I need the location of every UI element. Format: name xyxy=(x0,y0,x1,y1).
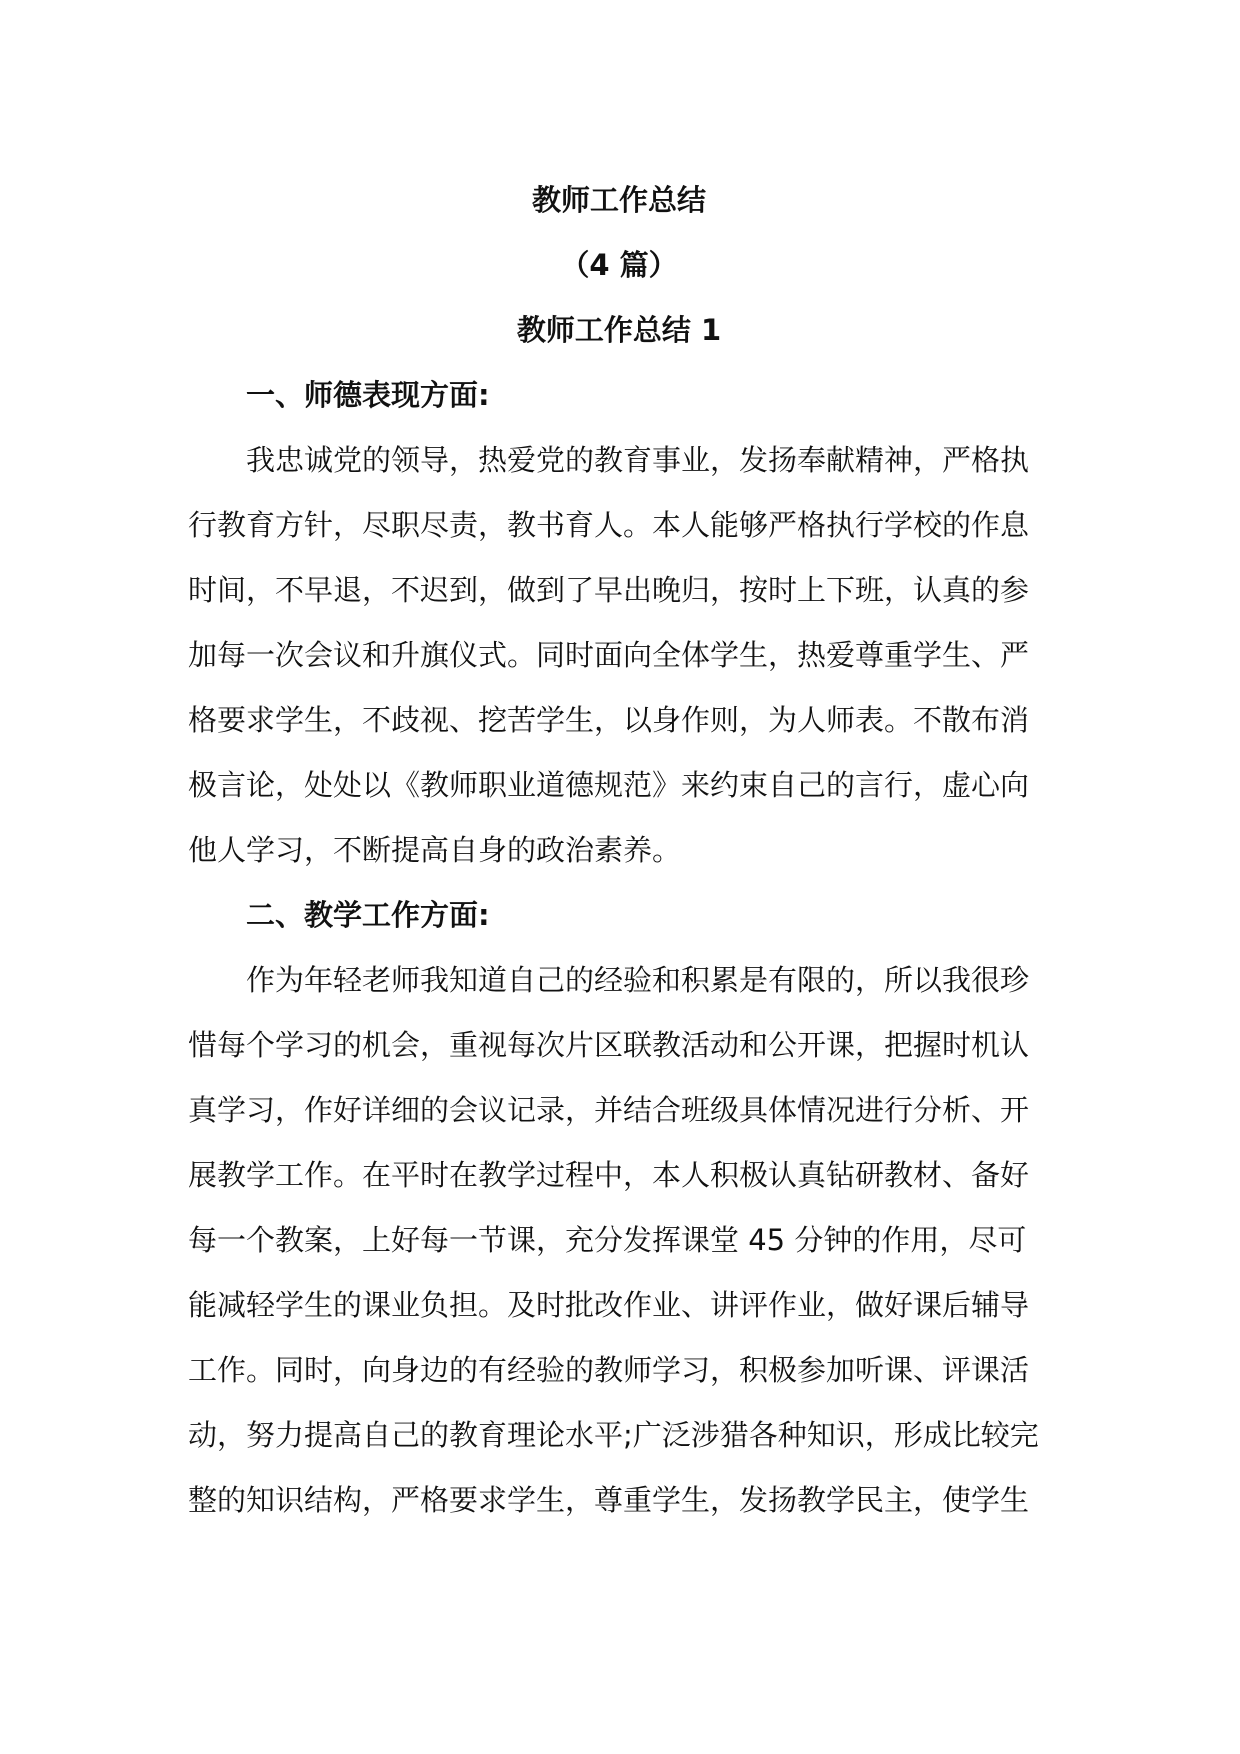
paragraph-line: 能减轻学生的课业负担。及时批改作业、讲评作业，做好课后辅导 xyxy=(188,1288,1030,1322)
paragraph-line: 格要求学生，不歧视、挖苦学生，以身作则，为人师表。不散布消 xyxy=(188,703,1030,737)
paragraph-line: 时间，不早退，不迟到，做到了早出晚归，按时上下班，认真的参 xyxy=(188,573,1030,607)
paragraph-line: 惜每个学习的机会，重视每次片区联教活动和公开课，把握时机认 xyxy=(188,1028,1030,1062)
document-page xyxy=(188,168,1050,1533)
paragraph-line: 行教育方针，尽职尽责，教书育人。本人能够严格执行学校的作息 xyxy=(188,508,1030,542)
paragraph xyxy=(188,948,1050,1533)
paragraph-line: 每一个教案，上好每一节课，充分发挥课堂 45 分钟的作用，尽可 xyxy=(188,1223,1027,1257)
document-title: 教师工作总结 xyxy=(531,183,706,217)
paragraph-line: 他人学习，不断提高自身的政治素养。 xyxy=(188,833,682,867)
section-teaching xyxy=(188,883,1050,1533)
paragraph-line: 真学习，作好详细的会议记录，并结合班级具体情况进行分析、开 xyxy=(188,1093,1030,1127)
paragraph-line: 工作。同时，向身边的有经验的教师学习，积极参加听课、评课活 xyxy=(188,1353,1030,1387)
paragraph-line: 极言论，处处以《教师职业道德规范》来约束自己的言行，虚心向 xyxy=(188,768,1030,802)
paragraph-line: 作为年轻老师我知道自己的经验和积累是有限的，所以我很珍 xyxy=(246,963,1030,997)
paragraph-line: 动，努力提高自己的教育理论水平;广泛涉猎各种知识，形成比较完 xyxy=(188,1418,1039,1452)
paragraph-line: 展教学工作。在平时在教学过程中，本人积极认真钻研教材、备好 xyxy=(188,1158,1030,1192)
section-heading: 二、教学工作方面: xyxy=(246,898,490,932)
paragraph-line: 加每一次会议和升旗仪式。同时面向全体学生，热爱尊重学生、严 xyxy=(188,638,1030,672)
article-title: 教师工作总结 1 xyxy=(516,313,722,347)
section-heading: 一、师德表现方面: xyxy=(246,378,490,412)
paragraph xyxy=(188,428,1050,883)
paragraph-line: 整的知识结构，严格要求学生，尊重学生，发扬教学民主，使学生 xyxy=(188,1483,1030,1517)
paragraph-line: 我忠诚党的领导，热爱党的教育事业，发扬奉献精神，严格执 xyxy=(246,443,1030,477)
document-subtitle: （4 篇） xyxy=(560,248,678,282)
section-ethics xyxy=(188,363,1050,883)
